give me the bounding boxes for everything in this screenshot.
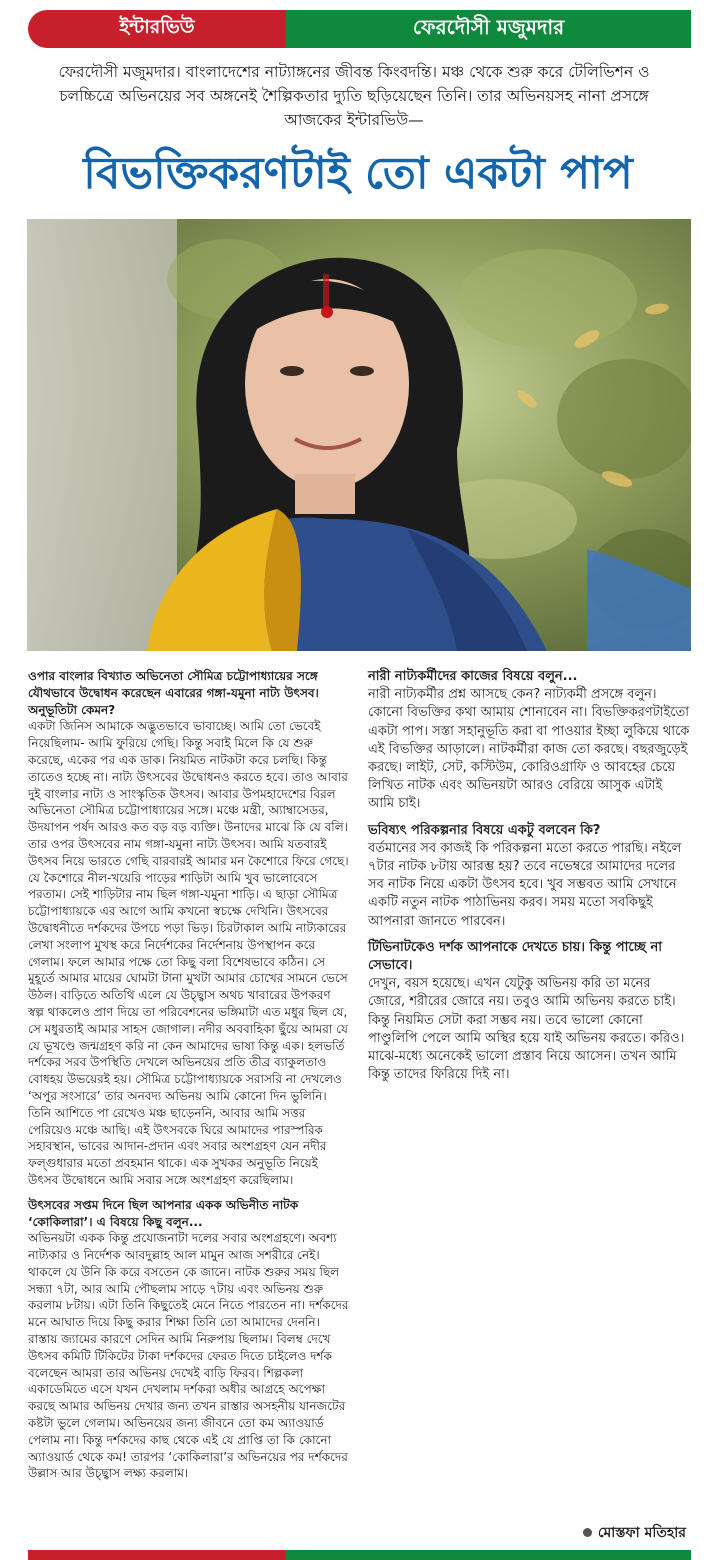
headline: বিভক্তিকরণটাই তো একটা পাপ: [83, 148, 633, 199]
answer-3: নারী নাট্যকর্মীর প্রশ্ন আসছে কেন? নাট্যকর্মী প্রসঙ্গে বলুন। কোনো বিভক্তির কথা আমায় শোনাবেন না। বিভক্তিকরণটাইতো একটা পাপ। সস্তা সহানুভূতি করা বা পাওয়ার ইচ্ছা লুকিয়ে থাকে এই বিভক্তির আড়ালে। নাটকর্মীরা কাজ তো করছে। বছরজুড়েই করছে। লাইট, সেট, কস্টিউম, কোরিওগ্রাফি ও আবহের চেয়ে লিখিত নাটক এবং অভিনয়টা আরও বেরিয়ে আসুক এটাই আমি চাই।: [368, 687, 690, 812]
intro-paragraph: ফেরদৌসী মজুমদার। বাংলাদেশের নাট্যাঙ্গনের জীবন্ত কিংবদন্তি। মঞ্চ থেকে শুরু করে টেলিভিশন ও চলচ্চিত্রে অভিনয়ের সব অঙ্গনেই শৈল্পিকতার দ্যুতি ছড়িয়েছেন তিনি। তার অভিনয়সহ নানা প্রসঙ্গে আজকের ইন্টারভিউ—: [58, 63, 650, 129]
bullet-icon: [583, 1528, 592, 1537]
footer-color-bar: [28, 1550, 691, 1560]
question-5: টিভিনাটকেও দর্শক আপনাকে দেখতে চায়। কিন্তু পাচ্ছে না সেভাবে।: [368, 939, 662, 974]
question-4: ভবিষ্যৎ পরিকল্পনার বিষয়ে একটু বলবেন কি?: [368, 822, 601, 838]
section-label: ইন্টারভিউ: [28, 10, 286, 48]
article-column-right: [368, 668, 690, 1084]
question-2: উৎসবের সপ্তম দিনে ছিল আপনার একক অভিনীত নাটক ‘কোকিলারা’। এ বিষয়ে কিছু বলুন...: [28, 1197, 299, 1229]
portrait-illustration: [27, 219, 691, 651]
answer-1: একটা জিনিস আমাকে অদ্ভুতভাবে ভাবাচ্ছে। আমি তো ভেবেই নিয়েছিলাম- আমি ফুরিয়ে গেছি। কিন্তু সবাই মিলে কি যে শুরু করেছে, একের পর এক ডাক। নিয়মিত নাটকটা করে চলছি। কিন্তু তাতেও হচ্ছে না। নাট্য উৎসবের উদ্বোধনও করতে হবে। তাও আবার দুই বাংলার নাট্য ও সাংস্কৃতিক উৎসব। আবার উপমহাদেশের বিরল অভিনেতা সৌমিত্র চট্টোপাধ্যায়ের সঙ্গে। মঞ্চে মন্ত্রী, অ্যাম্বাসেডর, উদযাপন পর্ষদ আরও কত বড় বড় ব্যক্তি। উনাদের মাঝে কি যে বলি। তার ওপর উৎসবের নাম গঙ্গা-যমুনা নাট্য উৎসব। আমি যতবারই উৎসব নিয়ে ভারতে গেছি বারবারই আমার মন কৈশোরে ফিরে গেছে। যে কৈশোরে নীল-খয়েরি পাড়ের শাড়িটা আমি খুব ভালোবেসে পরতাম। সেই শাড়িটার নাম ছিল গঙ্গা-যমুনা শাড়ি। এ ছাড়া সৌমিত্র চট্টোপাধ্যায়কে এর আগে আমি কখনো স্বচক্ষে দেখিনি। উৎসবের উদ্বোধনীতে দর্শকদের উপচে পড়া ভিড়। চিরটাকাল আমি নাট্যকারের লেখা সংলাপ মুখস্থ করে নির্দেশকের নির্দেশনায় উপস্থাপন করে গেলাম। ফলে আমার পক্ষে তো কিছু বলা বিশেষভাবে কঠিন। সে মুহূর্তে আমার মায়ের ঘোমটা টানা মুখটা আমার চোখের সামনে ভেসে উঠল। বাড়িতে অতিথি এলে যে উচ্ছ্বাস অথচ খাবারের উপকরণ স্বল্প থাকলেও প্রাণ দিয়ে তা পরিবেশনের ভঙ্গিমাটা এত মধুর ছিল যে, সে মধুরতাই আমার সাহস জোগাল। নদীর অববাহিকা ছুঁয়ে আমরা যে যে ভূখণ্ডে জন্মগ্রহণ করি না কেন আমাদের ভাষা কিন্তু এক। হলভর্তি দর্শকের সরব উপস্থিতি দেখলে অভিনয়ের প্রতি তীব্র ব্যাকুলতাও বোধহয় উভয়েরই হয়। সৌমিত্র চট্টোপাধ্যায়কে সরাসরি না দেখলেও ‘অপুর সংসারে’ তার অনবদ্য অভিনয় আমি কোনো দিন ভুলিনি। তিনি আশিতে পা রেখেও মঞ্চ ছাড়েননি, আবার আমি সত্তর পেরিয়েও মঞ্চে আছি। এই উৎসবকে ঘিরে আমাদের পারস্পরিক সহাবস্থান, ভাবের আদান-প্রদান এবং সবার অংশগ্রহণ যেন নদীর ফল্গুধারার মতো প্রবহমান থাকে। এক সুখকর অনুভূতি নিয়েই উৎসব উদ্বোধনে আমি সবার সঙ্গে অংশগ্রহণ করেছিলাম।: [28, 719, 349, 1187]
question-1: ওপার বাংলার বিখ্যাত অভিনেতা সৌমিত্র চট্টোপাধ্যায়ের সঙ্গে যৌথভাবে উদ্বোধন করেছেন এবারের গঙ্গা-যমুনা নাট্য উৎসব। অনুভূতিটা কেমন?: [28, 669, 319, 717]
answer-5: দেখুন, বয়স হয়েছে। এখন যেটুকু অভিনয় করি তা মনের জোরে, শরীরের জোরে নয়। তবুও আমি অভিনয় করতে চাই। কিন্তু নিয়মিত সেটা করা সম্ভব নয়। তবে ভালো কোনো পাণ্ডুলিপি পেলে আমি অস্থির হয়ে যাই অভিনয় করতে। করিও। মাঝে-মধ্যে অনেকেই ভালো প্রস্তাব নিয়ে আসেন। তখন আমি কিন্তু তাদের ফিরিয়ে দিই না।: [368, 976, 685, 1083]
answer-4: বর্তমানের সব কাজই কি পরিকল্পনা মতো করতে পারছি। নইলে ৭টার নাটক ৮টায় আরম্ভ হয়? তবে নভেম্বরে আমাদের দলের সব নাটক নিয়ে একটা উৎসব হবে। খুব সম্ভবত আমি সেখানে একটি নতুন নাটক পাঠাভিনয় করব। সময় মতো সবকিছুই আপনারা জানতে পারবেন।: [368, 840, 682, 929]
subject-name: ফেরদৌসী মজুমদার: [286, 10, 691, 48]
question-3: নারী নাট্যকর্মীদের কাজের বিষয়ে বলুন...: [368, 669, 578, 684]
author-name: মোস্তফা মতিহার: [597, 1525, 686, 1541]
article-column-left: [28, 668, 350, 1482]
portrait-photo: [27, 219, 691, 651]
byline: [583, 1521, 686, 1545]
section-banner: [28, 10, 691, 48]
answer-2: অভিনয়টা একক কিন্তু প্রযোজনাটা দলের সবার অংশগ্রহণে। অবশ্য নাট্যকার ও নির্দেশক আবদুল্লাহ আল মামুন আজ সশরীরে নেই। থাকলে যে উনি কি করে বসতেন কে জানে। নাটক শুরুর সময় ছিল সন্ধ্যা ৭টা, আর আমি পৌছলাম সাড়ে ৭টায় এবং অভিনয় শুরু করলাম ৮টায়। এটা তিনি কিছুতেই মেনে নিতে পারতেন না। দর্শকদের মনে আঘাত দিয়ে কিছু করার শিক্ষা তিনি তো আমাদের দেননি। রাস্তায় জ্যামের কারণে সেদিন আমি নিরুপায় ছিলাম। বিলম্ব দেখে উৎসব কমিটি টিকিটের টাকা দর্শকদের ফেরত দিতে চাইলেও দর্শক বলেছেন আমরা তার অভিনয় দেখেই বাড়ি ফিরব। শিল্পকলা একাডেমিতে এসে যখন দেখলাম দর্শকরা অধীর আগ্রহে অপেক্ষা করছে আমার অভিনয় দেখার জন্য তখন রাস্তার অসহনীয় যানজটের কষ্টটা ভুলে গেলাম। অভিনয়ের জন্য জীবনে তো কম অ্যাওয়ার্ড পেলাম না। কিন্তু দর্শকদের কাছ থেকে এই যে প্রাপ্তি তা কি কোনো অ্যাওয়ার্ড থেকে কম! তারপর ‘কোকিলারা’র অভিনয়ের পর দর্শকদের উল্লাস আর উচ্ছ্বাস লক্ষ্য করলাম।: [28, 1231, 349, 1481]
